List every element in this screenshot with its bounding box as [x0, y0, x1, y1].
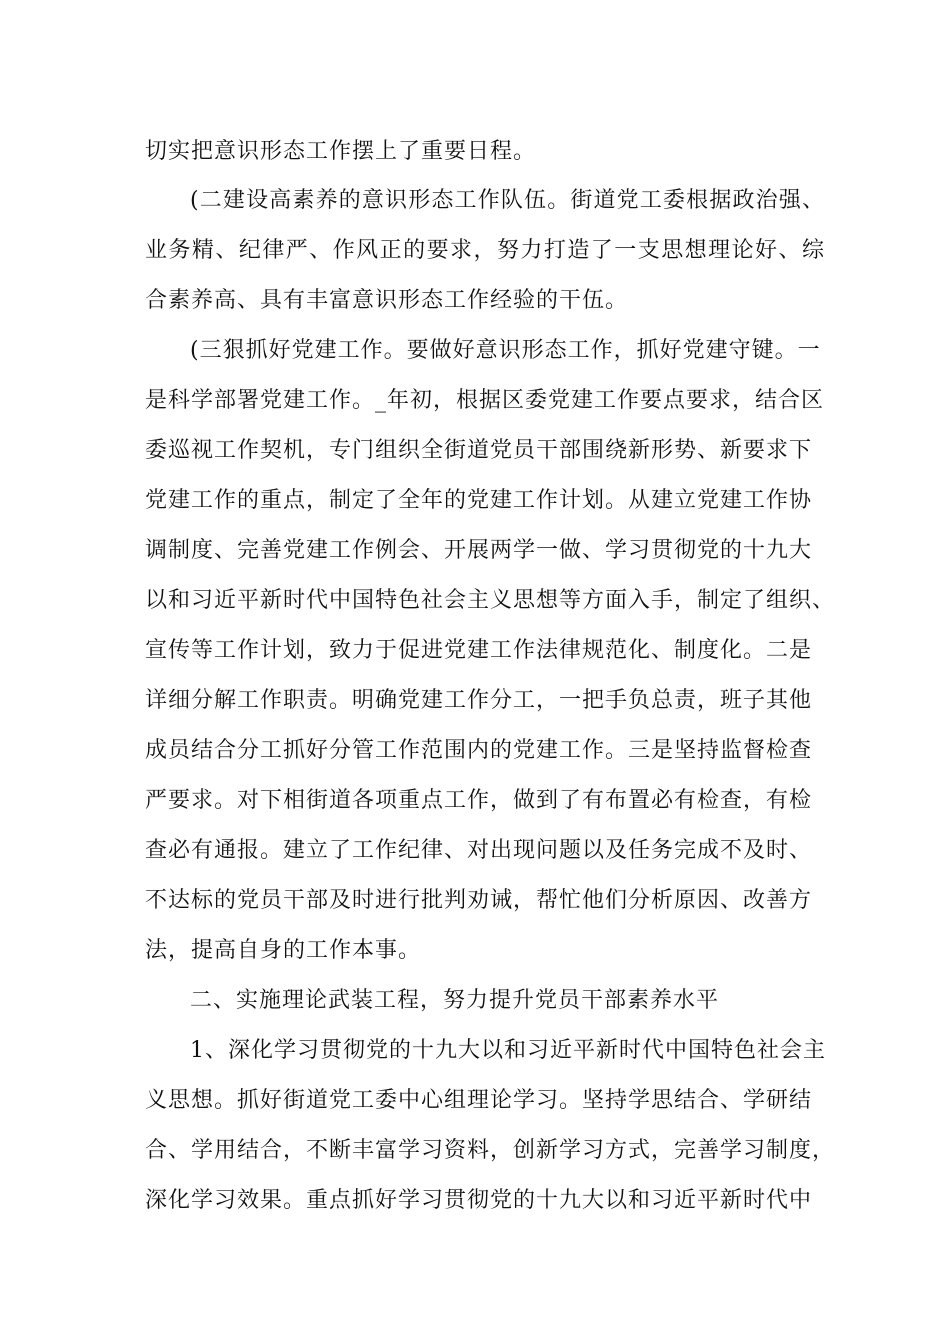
text-line: 查必有通报。建立了工作纪律、对出现问题以及任务完成不及时、: [145, 838, 813, 863]
paragraph-start-line: (三狠抓好党建工作。要做好意识形态工作，抓好党建守键。一: [190, 338, 821, 363]
text-line: 严要求。对下相街道各项重点工作，做到了有布置必有检查，有检: [145, 788, 813, 813]
text-line: 党建工作的重点，制定了全年的党建工作计划。从建立党建工作协: [145, 488, 813, 513]
text-line: 成员结合分工抓好分管工作范围内的党建工作。三是坚持监督检查: [145, 738, 813, 763]
text-line: 合、学用结合，不断丰富学习资料，创新学习方式，完善学习制度，: [145, 1138, 836, 1163]
text-line: 详细分解工作职责。明确党建工作分工，一把手负总责，班子其他: [145, 688, 813, 713]
text-line: 业务精、纪律严、作风正的要求，努力打造了一支思想理论好、综: [145, 238, 825, 263]
text-line: 切实把意识形态工作摆上了重要日程。: [145, 139, 537, 164]
text-line: 宣传等工作计划，致力于促进党建工作法律规范化、制度化。二是: [145, 638, 813, 663]
text-line: 以和习近平新时代中国特色社会主义思想等方面入手，制定了组织、: [145, 588, 836, 613]
text-line: 法，提高自身的工作本事。: [145, 938, 422, 963]
text-line: 义思想。抓好街道党工委中心组理论学习。坚持学思结合、学研结: [145, 1088, 813, 1113]
paragraph-start-line: 1、深化学习贯彻党的十九大以和习近平新时代中国特色社会主: [190, 1038, 826, 1063]
text-line: 深化学习效果。重点抓好学习贯彻党的十九大以和习近平新时代中: [145, 1188, 813, 1213]
text-line: 合素养高、具有丰富意识形态工作经验的干伍。: [145, 288, 629, 313]
text-line: 调制度、完善党建工作例会、开展两学一做、学习贯彻党的十九大: [145, 538, 813, 563]
text-line: 是科学部署党建工作。_年初，根据区委党建工作要点要求，结合区: [145, 388, 825, 413]
paragraph-start-line: (二建设高素养的意识形态工作队伍。街道党工委根据政治强、: [190, 188, 825, 213]
section-heading: 二、实施理论武装工程，努力提升党员干部素养水平: [190, 988, 720, 1013]
text-line: 不达标的党员干部及时进行批判劝诫，帮忙他们分析原因、改善方: [145, 888, 813, 913]
text-line: 委巡视工作契机，专门组织全街道党员干部围绕新形势、新要求下: [145, 438, 813, 463]
